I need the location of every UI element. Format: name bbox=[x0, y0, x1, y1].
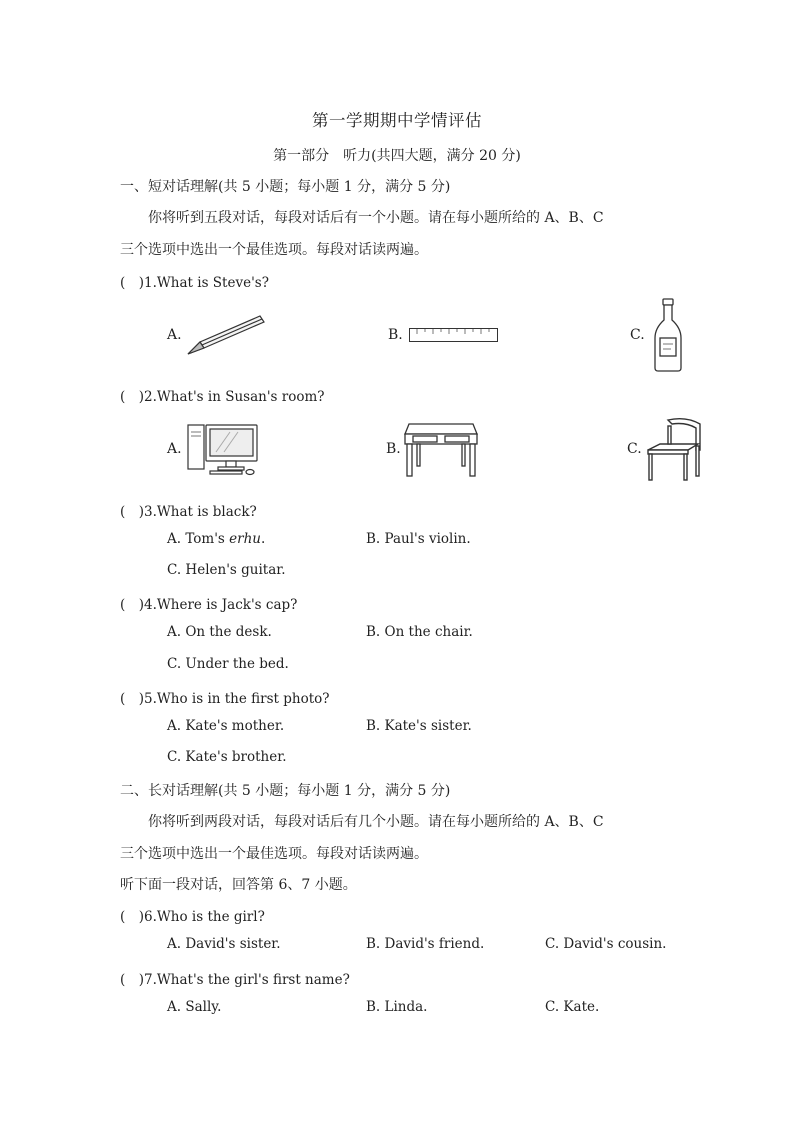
desk-icon bbox=[403, 422, 479, 478]
option-a[interactable]: A. Kate's mother. bbox=[167, 718, 285, 734]
option-a[interactable]: A. Sally. bbox=[167, 999, 222, 1015]
option-b[interactable]: B. David's friend. bbox=[366, 936, 485, 952]
option-label[interactable]: C. bbox=[627, 441, 642, 457]
question-7 bbox=[120, 968, 350, 988]
part-heading: 第一部分 听力(共四大题，满分 20 分) bbox=[273, 148, 521, 164]
question-text: Where is Jack's cap? bbox=[156, 597, 298, 613]
option-c[interactable]: C. Kate. bbox=[545, 999, 600, 1015]
question-text: What is Steve's? bbox=[156, 275, 269, 291]
option-label[interactable]: B. bbox=[386, 441, 401, 457]
instruction-text: 三个选项中选出一个最佳选项。每段对话读两遍。 bbox=[120, 242, 428, 258]
section-heading: 一、短对话理解(共 5 小题；每小题 1 分，满分 5 分) bbox=[120, 179, 451, 195]
option-b[interactable]: B. Linda. bbox=[366, 999, 428, 1015]
question-text: Who is in the first photo? bbox=[156, 691, 330, 707]
option-c[interactable]: C. David's cousin. bbox=[545, 936, 667, 952]
sub-instruction: 听下面一段对话，回答第 6、7 小题。 bbox=[120, 877, 357, 893]
section-heading: 二、长对话理解(共 5 小题；每小题 1 分，满分 5 分) bbox=[120, 783, 451, 799]
option-c[interactable]: C. Kate's brother. bbox=[167, 749, 287, 765]
question-5 bbox=[120, 687, 330, 707]
question-text: Who is the girl? bbox=[156, 909, 265, 925]
answer-blank[interactable]: ( )2. bbox=[120, 389, 157, 405]
answer-blank[interactable]: ( )3. bbox=[120, 504, 157, 520]
question-text: What's the girl's first name? bbox=[156, 972, 350, 988]
option-label[interactable]: A. bbox=[167, 441, 182, 457]
option-label[interactable]: B. bbox=[388, 327, 403, 343]
answer-blank[interactable]: ( )1. bbox=[120, 275, 157, 291]
chair-icon bbox=[646, 416, 704, 482]
answer-blank[interactable]: ( )7. bbox=[120, 972, 157, 988]
option-c[interactable]: C. Helen's guitar. bbox=[167, 562, 286, 578]
ruler-icon bbox=[409, 328, 499, 343]
answer-blank[interactable]: ( )6. bbox=[120, 909, 157, 925]
question-2 bbox=[120, 385, 325, 405]
question-6 bbox=[120, 905, 265, 925]
option-a[interactable]: A. David's sister. bbox=[167, 936, 281, 952]
instruction-text: 你将听到两段对话，每段对话后有几个小题。请在每小题所给的 A、B、C bbox=[148, 814, 604, 830]
question-4 bbox=[120, 593, 297, 613]
question-1 bbox=[120, 271, 269, 291]
question-text: What is black? bbox=[156, 504, 257, 520]
option-b[interactable]: B. Paul's violin. bbox=[366, 531, 471, 547]
page-title: 第一学期期中学情评估 bbox=[312, 111, 482, 130]
computer-icon bbox=[186, 422, 260, 476]
option-a[interactable]: A. Tom's erhu. bbox=[167, 531, 266, 547]
option-label[interactable]: A. bbox=[167, 327, 182, 343]
bottle-icon bbox=[652, 298, 684, 372]
answer-blank[interactable]: ( )5. bbox=[120, 691, 157, 707]
instruction-text: 你将听到五段对话，每段对话后有一个小题。请在每小题所给的 A、B、C bbox=[148, 210, 604, 226]
option-label[interactable]: C. bbox=[630, 327, 645, 343]
option-b[interactable]: B. Kate's sister. bbox=[366, 718, 472, 734]
option-a[interactable]: A. On the desk. bbox=[167, 624, 272, 640]
option-b[interactable]: B. On the chair. bbox=[366, 624, 473, 640]
option-c[interactable]: C. Under the bed. bbox=[167, 656, 289, 672]
answer-blank[interactable]: ( )4. bbox=[120, 597, 157, 613]
question-text: What's in Susan's room? bbox=[156, 389, 325, 405]
instruction-text: 三个选项中选出一个最佳选项。每段对话读两遍。 bbox=[120, 846, 428, 862]
pencil-icon bbox=[186, 314, 266, 356]
question-3 bbox=[120, 500, 257, 520]
